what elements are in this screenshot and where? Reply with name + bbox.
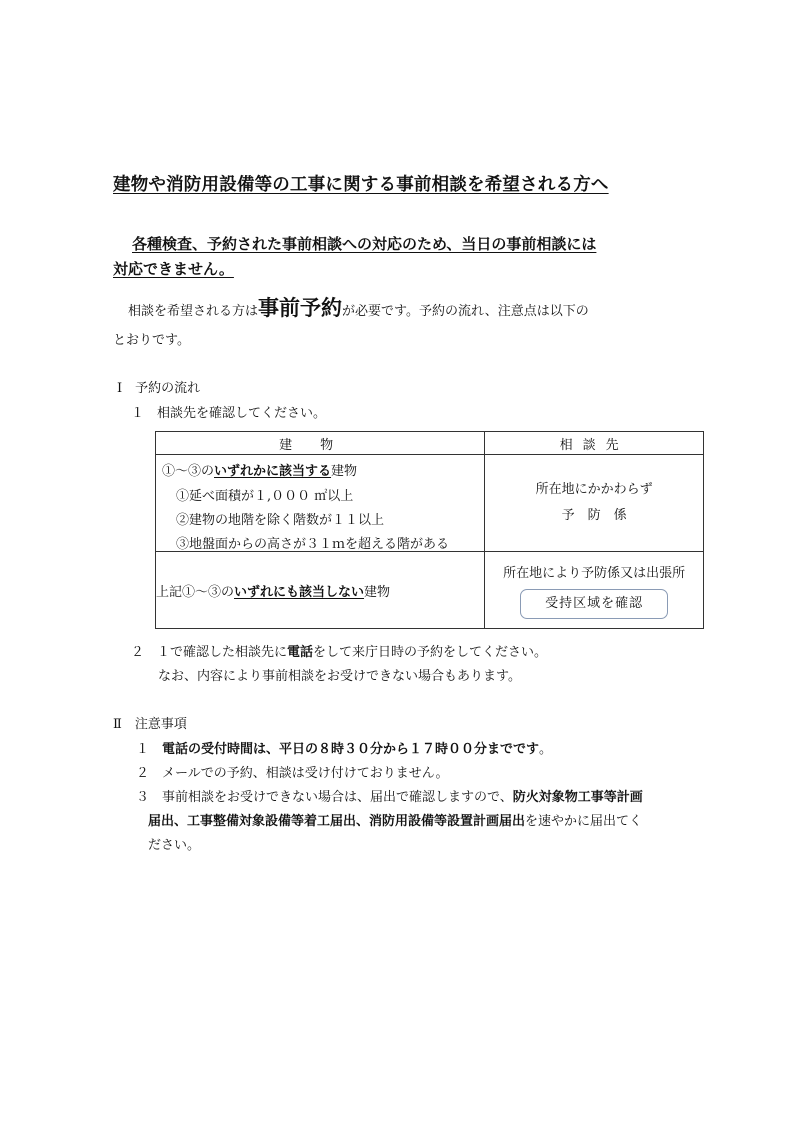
section-1-step-2-note: なお、内容により事前相談をお受けできない場合もあります。 (158, 669, 521, 684)
section-1-step-1: １ 相談先を確認してください。 (131, 406, 327, 421)
header-building: 建物 (156, 432, 485, 455)
item-1-bold: 電話の受付時間は、平日の８時３０分から１７時００分までです (162, 742, 540, 757)
section-2-item-3-line-3: ださい。 (148, 838, 201, 853)
intro-line-2: とおりです。 (113, 333, 190, 348)
section-2-item-2: ２ メールでの予約、相談は受け付けておりません。 (136, 766, 449, 781)
notice-line-1: 各種検査、予約された事前相談への対応のため、当日の事前相談には (132, 235, 597, 253)
consultation-table (155, 431, 704, 629)
item-3-bold-1: 防火対象物工事等計画 (512, 790, 643, 805)
row1-consult-line-2: 予 防 係 (561, 508, 627, 523)
row2-building-cell: 上記①～③のいずれにも該当しない建物 (156, 552, 485, 629)
table-header-row (156, 432, 704, 455)
item-3-bold-2: 届出、工事整備対象設備等着工届出、消防用設備等設置計画届出 (148, 814, 526, 829)
row1-building-cell (156, 455, 485, 552)
intro-before: 相談を希望される方は (128, 304, 259, 319)
step-2-bold: 電話 (287, 645, 314, 660)
row2-bold: いずれにも該当しない (234, 584, 365, 600)
intro-emphasis: 事前予約 (258, 296, 343, 320)
row1-lead-bold: いずれかに該当する (214, 464, 332, 479)
intro-paragraph (128, 292, 589, 322)
section-2-item-1: １ 電話の受付時間は、平日の８時３０分から１７時００分までです。 (136, 742, 553, 757)
confirm-area-button[interactable]: 受持区域を確認 (520, 589, 668, 619)
intro-after: が必要です。予約の流れ、注意点は以下の (342, 304, 589, 319)
page-title: 建物や消防用設備等の工事に関する事前相談を希望される方へ (113, 175, 609, 195)
row1-item-2: ②建物の地階を除く階数が１１以上 (176, 513, 385, 528)
row1-consult-line-1: 所在地にかかわらず (535, 482, 653, 497)
row1-item-3: ③地盤面からの高さが３１ｍを超える階がある (176, 537, 450, 552)
notice-line-2: 対応できません。 (113, 260, 234, 278)
table-row (156, 552, 704, 629)
row1-consult-cell (485, 455, 704, 552)
section-1-heading: Ⅰ 予約の流れ (117, 381, 201, 396)
section-1-step-2: ２ １で確認した相談先に電話をして来庁日時の予約をしてください。 (131, 645, 548, 660)
section-2-item-3-line-2: 届出、工事整備対象設備等着工届出、消防用設備等設置計画届出を速やかに届出てく (148, 814, 643, 829)
header-consult: 相談先 (485, 432, 704, 455)
row2-consult-cell (485, 552, 704, 629)
row1-item-1: ①延べ面積が１,０００ ㎡以上 (176, 489, 354, 504)
section-2-item-3: ３ 事前相談をお受けできない場合は、届出で確認しますので、防火対象物工事等計画 (136, 790, 643, 805)
row1-lead: ①～③のいずれかに該当する建物 (162, 464, 358, 479)
section-2-heading: Ⅱ 注意事項 (113, 717, 187, 732)
table-row (156, 455, 704, 552)
row2-consult-text: 所在地により予防係又は出張所 (503, 566, 686, 581)
